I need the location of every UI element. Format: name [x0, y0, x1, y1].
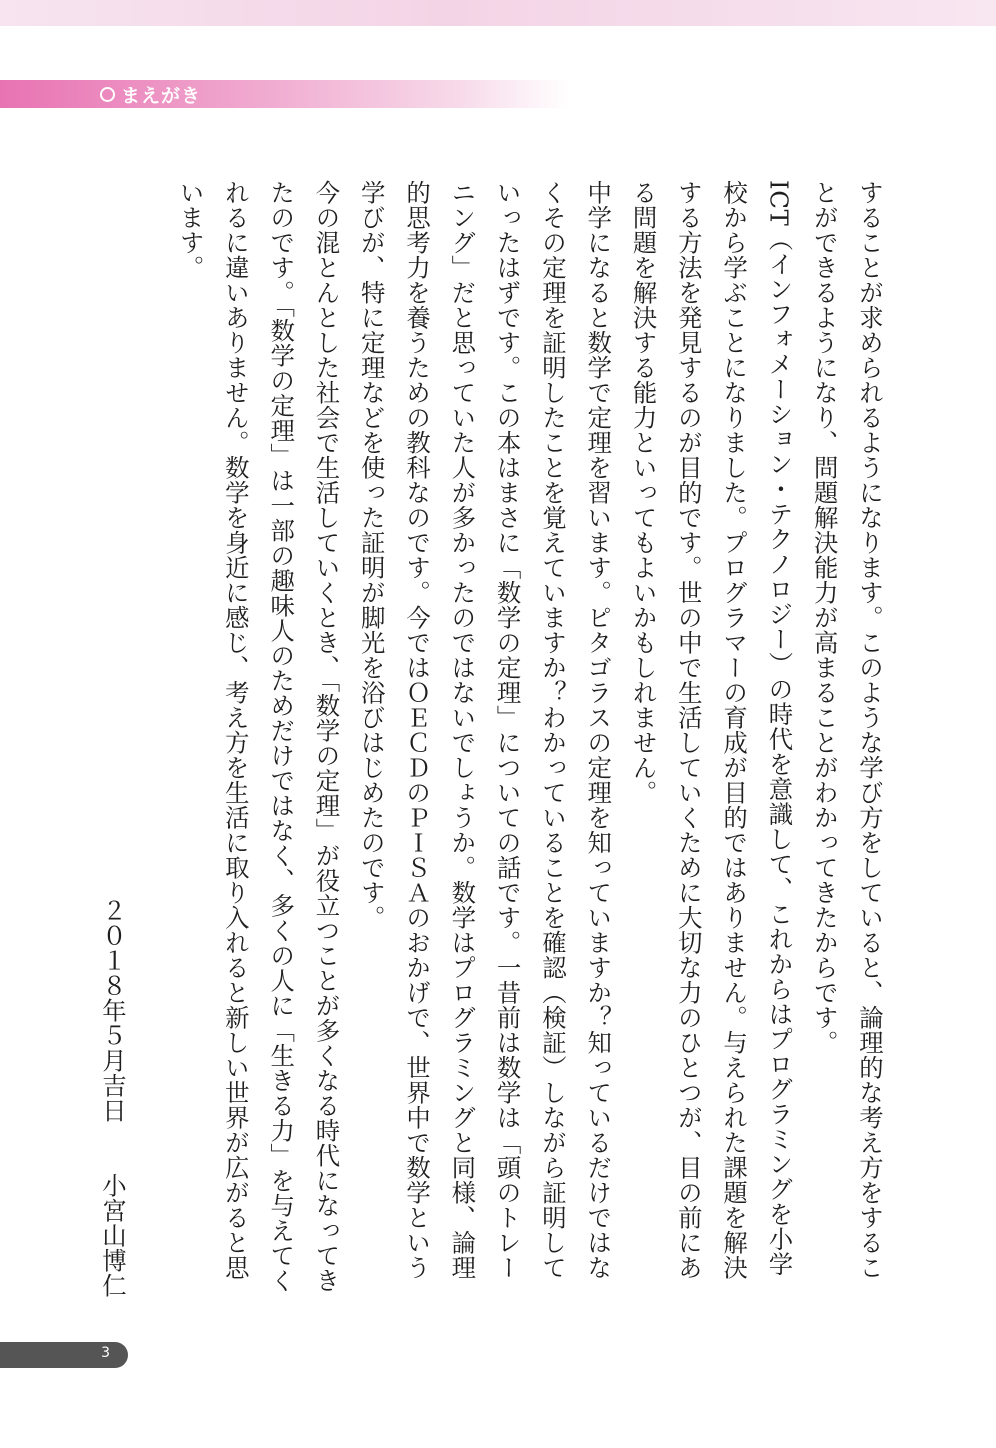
- paragraph-2: ICT（インフォメーション・テクノロジー）の時代を意識して、これからはプログラミングを小学校から学ぶことになりました。プログラマーの育成が目的ではありません。与えられた課題を解決する方法を発見するのが目的です。世の中で生活していくために大切な力のひとつが、目の前にある問題を解決する能力といってもよいかもしれません。: [628, 180, 794, 1280]
- page-number: 3: [101, 1345, 110, 1361]
- section-title: まえがき: [121, 84, 202, 107]
- paragraph-3: 中学になると数学で定理を習います。ピタゴラスの定理を知っていますか？知っているだけではなくその定理を証明したことを覚えていますか？わかっていることを確認（検証）しながら証明していったはずです。この本はまさに「数学の定理」についての話です。一昔前は数学は「頭のトレーニング」だと思っていた人が多かったのではないでしょうか。数学はプログラミングと同様、論理的思考力を養うための教科なのです。今ではＯＥＣＤのＰＩＳＡのおかげで、世界中で数学という学びが、特に定理などを使った証明が脚光を浴びはじめたのです。: [356, 180, 613, 1280]
- preface-body: [172, 180, 892, 1300]
- circle-bullet-icon: [100, 87, 115, 102]
- section-heading-band: [0, 80, 570, 108]
- signature-author: 小宮山博仁: [98, 1173, 127, 1298]
- signature-date: ２０１８年５月吉日: [98, 898, 127, 1123]
- top-decorative-band: [0, 0, 996, 26]
- signature-line: [96, 898, 128, 1298]
- page-number-tab: [0, 1342, 128, 1368]
- paragraph-1: することが求められるようになります。このような学び方をしていると、論理的な考え方をすることができるようになり、問題解決能力が高まることがわかってきたからです。: [809, 180, 884, 1280]
- paragraph-4: 今の混とんとした社会で生活していくとき、「数学の定理」が役立つことが多くなる時代になってきたのです。「数学の定理」は一部の趣味人のためだけではなく、多くの人に「生きる力」を与えてくれるに違いありません。数学を身近に感じ、考え方を生活に取り入れると新しい世界が広がると思います。: [175, 180, 341, 1293]
